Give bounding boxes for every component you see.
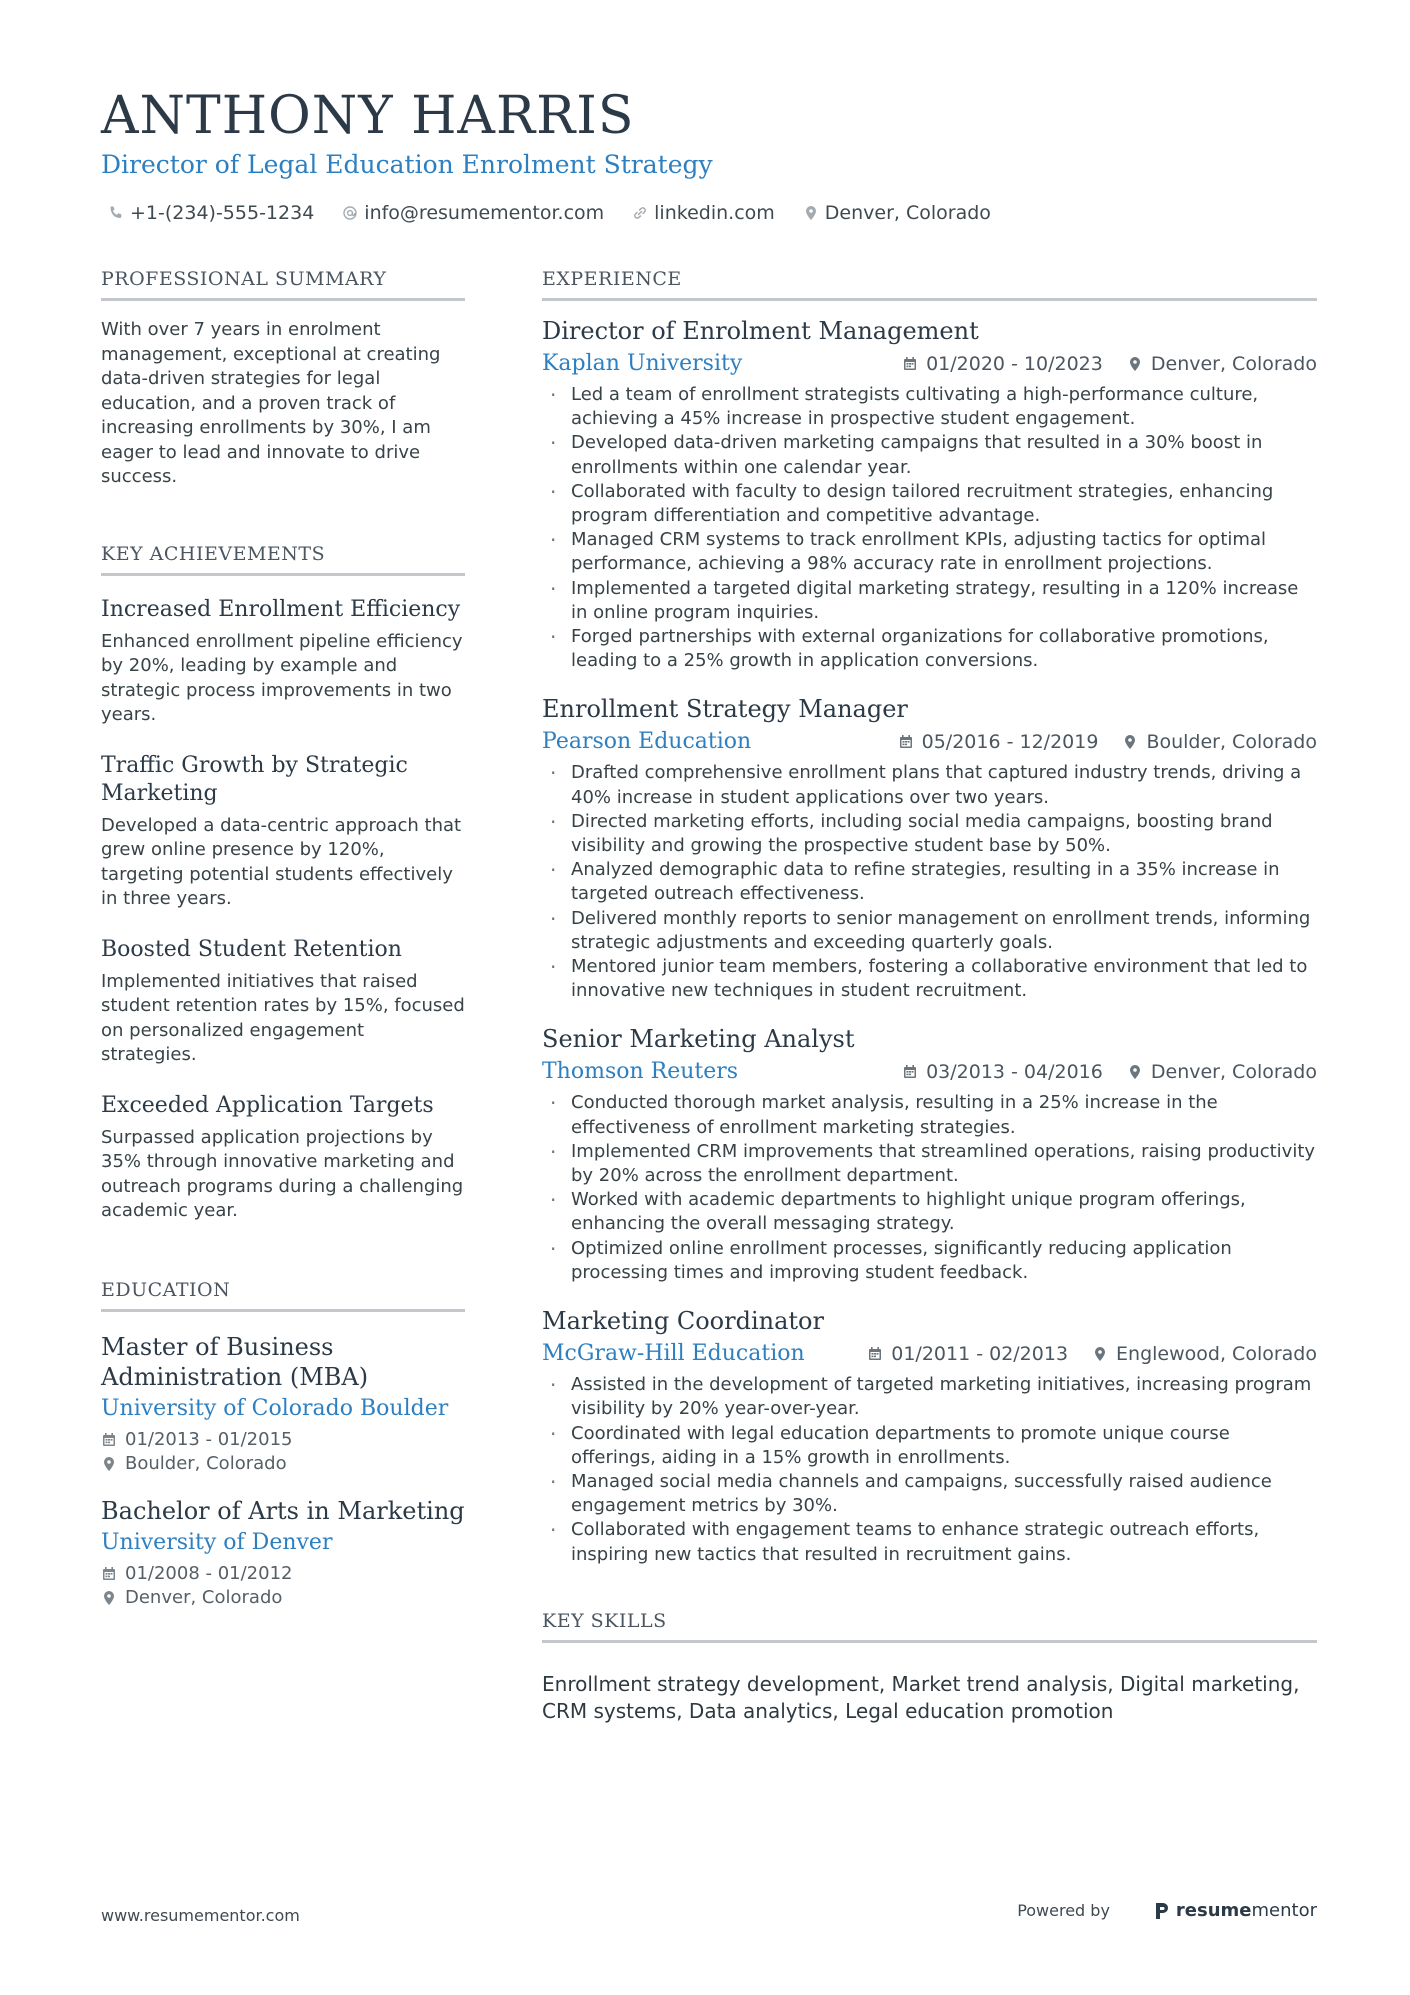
job-title: Director of Enrolment Management — [542, 317, 979, 345]
job-meta-row — [542, 1057, 1317, 1087]
job-entry — [542, 693, 1317, 1003]
education-location: Denver, Colorado — [101, 1586, 465, 1610]
job-meta — [898, 731, 1317, 753]
achievement-item — [101, 596, 465, 728]
job-bullet: · Optimized online enrollment processes, significantly reducing application processing times and improving student feedback. — [542, 1237, 1317, 1285]
job-title: Marketing Coordinator — [542, 1307, 824, 1336]
job-bullet: · Implemented a targeted digital marketing strategy, resulting in a 120% increase in online program inquiries. — [542, 577, 1317, 625]
calendar-icon — [867, 1346, 883, 1362]
experience-heading: EXPERIENCE — [542, 265, 1317, 301]
location-text: Denver, Colorado — [824, 202, 991, 224]
job-bullet: · Worked with academic departments to highlight unique program offerings, enhancing the overall messaging strategy. — [542, 1188, 1317, 1236]
summary-heading: PROFESSIONAL SUMMARY — [101, 265, 465, 301]
education-heading: EDUCATION — [101, 1276, 465, 1312]
education-item — [101, 1496, 465, 1610]
job-bullet: · Drafted comprehensive enrollment plans that captured industry trends, driving a 40% increase in student applications over two years. — [542, 761, 1317, 809]
job-company: McGraw-Hill Education — [542, 1341, 805, 1367]
job-location: Englewood, Colorado — [1092, 1343, 1317, 1365]
job-bullet: · Coordinated with legal education departments to promote unique course offerings, aiding in a 15% growth in enrollments. — [542, 1422, 1317, 1470]
calendar-icon — [101, 1432, 117, 1448]
job-location: Denver, Colorado — [1127, 353, 1317, 375]
achievement-title: Boosted Student Retention — [101, 936, 402, 962]
job-meta — [902, 1061, 1317, 1083]
contact-bar — [108, 198, 991, 228]
job-bullet: · Developed data-driven marketing campaigns that resulted in a 30% boost in enrollments within one calendar year. — [542, 431, 1317, 479]
achievement-desc: Surpassed application projections by 35% through innovative marketing and outreach programs during a challenging academic year. — [101, 1126, 464, 1221]
skills-text: Enrollment strategy development, Market trend analysis, Digital marketing, CRM systems, Data analytics, Legal education promotion — [542, 1671, 1300, 1723]
linkedin-text: linkedin.com — [654, 202, 775, 224]
education-location: Boulder, Colorado — [101, 1452, 465, 1476]
experience-list — [542, 315, 1317, 1567]
job-title: Enrollment Strategy Manager — [542, 695, 908, 724]
education-degree: Bachelor of Arts in Marketing — [101, 1496, 465, 1525]
location-pin-icon — [101, 1590, 117, 1606]
brand-name-a: resume — [1175, 1900, 1252, 1921]
job-title: Senior Marketing Analyst — [542, 1025, 855, 1054]
job-meta-row — [542, 1339, 1317, 1369]
job-dates: 01/2011 - 02/2013 — [867, 1343, 1068, 1365]
job-bullet: · Assisted in the development of targeted marketing initiatives, increasing program visibility by 20% year-over-year. — [542, 1373, 1317, 1421]
job-meta-row — [542, 727, 1317, 757]
achievement-title: Increased Enrollment Efficiency — [101, 596, 461, 622]
skills-heading: KEY SKILLS — [542, 1607, 1317, 1643]
job-bullet: · Managed CRM systems to track enrollment KPIs, adjusting tactics for optimal performance, achieving a 98% accuracy rate in enrollment projections. — [542, 528, 1317, 576]
education-item — [101, 1332, 465, 1476]
job-bullets — [542, 1373, 1317, 1567]
summary-text: With over 7 years in enrolment management, exceptional at creating data-driven strategies for legal education, and a proven track of increasing enrollments by 30%, I am eager to lead and innovate to drive success. — [101, 319, 441, 487]
email-text: info@resumementor.com — [364, 202, 605, 224]
job-company: Thomson Reuters — [542, 1059, 739, 1085]
education-dates: 01/2013 - 01/2015 — [101, 1428, 465, 1452]
contact-location — [803, 198, 991, 228]
job-entry — [542, 1023, 1317, 1285]
job-bullets — [542, 761, 1317, 1003]
job-title-heading: Director of Legal Education Enrolment Strategy — [101, 150, 713, 179]
right-column — [542, 265, 1317, 1725]
job-entry — [542, 315, 1317, 673]
job-location: Boulder, Colorado — [1122, 731, 1317, 753]
achievement-desc: Developed a data-centric approach that grew online presence by 120%, targeting potential students effectively in three years. — [101, 814, 462, 909]
job-entry — [542, 1305, 1317, 1567]
education-school: University of Colorado Boulder — [101, 1395, 449, 1421]
achievement-title: Traffic Growth by Strategic Marketing — [101, 752, 408, 806]
footer-website[interactable]: www.resumementor.com — [101, 1906, 300, 1925]
education-school: University of Denver — [101, 1529, 333, 1555]
calendar-icon — [902, 356, 918, 372]
achievement-item — [101, 752, 465, 912]
location-pin-icon — [1127, 1064, 1143, 1080]
job-bullet: · Conducted thorough market analysis, resulting in a 25% increase in the effectiveness of enrollment marketing strategies. — [542, 1091, 1317, 1139]
at-icon — [342, 205, 358, 221]
job-meta — [902, 353, 1317, 375]
job-bullets — [542, 1091, 1317, 1285]
achievement-item — [101, 936, 465, 1068]
education-degree: Master of Business Administration (MBA) — [101, 1332, 369, 1391]
job-dates: 01/2020 - 10/2023 — [902, 353, 1103, 375]
location-pin-icon — [101, 1456, 117, 1472]
job-bullet: · Collaborated with engagement teams to enhance strategic outreach efforts, inspiring new tactics that resulted in recruitment gains. — [542, 1518, 1317, 1566]
education-dates: 01/2008 - 01/2012 — [101, 1562, 465, 1586]
location-pin-icon — [1092, 1346, 1108, 1362]
job-bullet: · Led a team of enrollment strategists cultivating a high-performance culture, achieving a 45% increase in prospective student engagement. — [542, 383, 1317, 431]
left-column — [101, 265, 465, 1610]
job-bullet: · Collaborated with faculty to design tailored recruitment strategies, enhancing program differentiation and competitive advantage. — [542, 480, 1317, 528]
brand-logo[interactable] — [1154, 1900, 1317, 1921]
job-bullet: · Forged partnerships with external organizations for collaborative promotions, leading to a 25% growth in application conversions. — [542, 625, 1317, 673]
calendar-icon — [898, 734, 914, 750]
job-bullet: · Mentored junior team members, fostering a collaborative environment that led to innovative new techniques in student recruitment. — [542, 955, 1317, 1003]
contact-linkedin[interactable] — [632, 198, 775, 228]
job-location: Denver, Colorado — [1127, 1061, 1317, 1083]
achievement-desc: Enhanced enrollment pipeline efficiency by 20%, leading by example and strategic process improvements in two years. — [101, 630, 463, 725]
job-bullet: · Managed social media channels and campaigns, successfully raised audience engagement metrics by 30%. — [542, 1470, 1317, 1518]
achievement-item — [101, 1092, 465, 1224]
calendar-icon — [101, 1566, 117, 1582]
job-bullet: · Delivered monthly reports to senior management on enrollment trends, informing strategic adjustments and exceeding quarterly goals. — [542, 907, 1317, 955]
link-icon — [632, 205, 648, 221]
job-bullet: · Analyzed demographic data to refine strategies, resulting in a 35% increase in targeted outreach effectiveness. — [542, 858, 1317, 906]
candidate-name: ANTHONY HARRIS — [101, 86, 635, 146]
job-meta-row — [542, 349, 1317, 379]
achievement-desc: Implemented initiatives that raised student retention rates by 15%, focused on personalized engagement strategies. — [101, 970, 465, 1065]
job-bullets — [542, 383, 1317, 673]
phone-icon — [108, 205, 124, 221]
phone-text: +1-(234)-555-1234 — [130, 202, 315, 224]
contact-email[interactable] — [342, 198, 604, 228]
resumementor-logo-icon — [1154, 1901, 1170, 1921]
job-company: Pearson Education — [542, 729, 752, 755]
achievements-heading: KEY ACHIEVEMENTS — [101, 540, 465, 576]
job-meta — [867, 1343, 1317, 1365]
job-dates: 05/2016 - 12/2019 — [898, 731, 1099, 753]
job-bullet: · Implemented CRM improvements that streamlined operations, raising productivity by 20% across the enrollment department. — [542, 1140, 1317, 1188]
achievement-title: Exceeded Application Targets — [101, 1092, 434, 1118]
location-pin-icon — [1122, 734, 1138, 750]
powered-by-label: Powered by — [1017, 1901, 1110, 1920]
location-pin-icon — [1127, 356, 1143, 372]
contact-phone[interactable] — [108, 198, 314, 228]
job-dates: 03/2013 - 04/2016 — [902, 1061, 1103, 1083]
footer-powered — [1017, 1900, 1317, 1921]
brand-name-b: mentor — [1251, 1900, 1317, 1921]
job-bullet: · Directed marketing efforts, including social media campaigns, boosting brand visibility and growing the prospective student base by 50%. — [542, 810, 1317, 858]
job-company: Kaplan University — [542, 351, 743, 376]
location-pin-icon — [803, 205, 819, 221]
calendar-icon — [902, 1064, 918, 1080]
